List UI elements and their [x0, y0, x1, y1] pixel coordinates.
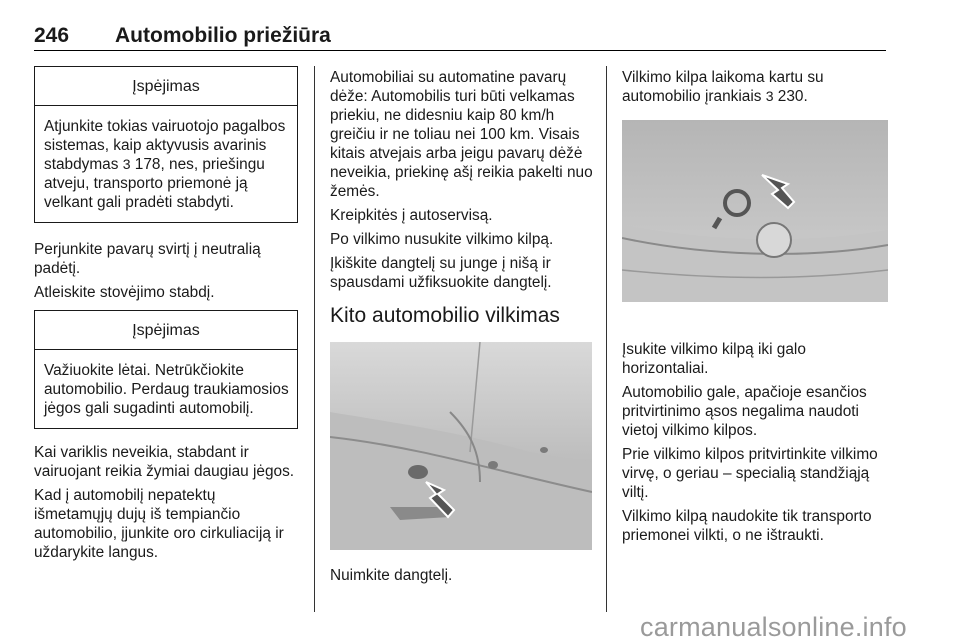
paragraph-text: 230.	[773, 88, 808, 105]
column-left	[34, 66, 298, 567]
paragraph: Įkiškite dangtelį su junge į nišą ir spausdami užfiksuokite dangtelį.	[330, 255, 552, 291]
paragraph: Vilkimo kilpą naudokite tik transporto priemonei vilkti, o ne ištraukti.	[622, 508, 872, 544]
warning-title: Įspėjimas	[35, 311, 297, 350]
paragraph	[622, 68, 888, 106]
column-right	[622, 68, 888, 550]
page-reference-icon: 3	[122, 156, 131, 172]
warning-box	[34, 66, 298, 223]
towing-eye-photo	[622, 120, 888, 302]
warning-text-part: 178, nes, priešingu atveju, transporto priemonė ją velkant gali pradėti stabdyti.	[44, 156, 265, 211]
paragraph: Automobilio gale, apačioje esančios pritvirtinimo ąsos negalima naudoti vietoj vilkimo kilpos.	[622, 384, 867, 439]
rear-bumper-cover-photo	[330, 342, 592, 550]
paragraph: Atleiskite stovėjimo stabdį.	[34, 284, 215, 301]
paragraph: Įsukite vilkimo kilpą iki galo horizontaliai.	[622, 341, 806, 377]
running-title: Automobilio priežiūra	[115, 24, 331, 47]
page-header	[34, 22, 886, 51]
paragraph: Kreipkitės į autoservisą.	[330, 207, 493, 224]
warning-title: Įspėjimas	[35, 67, 297, 106]
warning-text	[35, 106, 297, 222]
paragraph: Kai variklis neveikia, stabdant ir vairuojant reikia žymiai daugiau jėgos.	[34, 444, 295, 480]
bumper-illustration	[330, 342, 592, 550]
towing-eye-illustration	[622, 120, 888, 302]
warning-text: Važiuokite lėtai. Netrūkčiokite automobilio. Perdaug traukiamosios jėgos gali sugadinti automobilį.	[44, 362, 289, 417]
paragraph: Automobiliai su automatine pavarų dėže: Automobilis turi būti velkamas priekiu, ne didesniu kaip 80 km/h greičiu ir ne toliau nei 100 km. Visais kitais atvejais arba jeigu pavarų dėžė neveikia, priekinę ašį reikia pakelti nuo žemės.	[330, 69, 593, 200]
page-number: 246	[34, 24, 70, 47]
column-divider	[314, 66, 315, 612]
page-reference-icon: 3	[765, 88, 774, 104]
paragraph: Prie vilkimo kilpos pritvirtinkite vilkimo virvę, o geriau – specialią standžiąją viltį.	[622, 446, 878, 501]
column-middle	[330, 68, 594, 590]
warning-box	[34, 310, 298, 429]
site-watermark: carmanualsonline.info	[640, 612, 907, 642]
paragraph: Perjunkite pavarų svirtį į neutralią padėtį.	[34, 241, 261, 277]
column-divider	[606, 66, 607, 612]
section-heading: Kito automobilio vilkimas	[330, 304, 560, 327]
image-caption: Nuimkite dangtelį.	[330, 567, 453, 584]
paragraph: Kad į automobilį nepatektų išmetamųjų dujų iš tempiančio automobilio, įjunkite oro cirkuliaciją ir uždarykite langus.	[34, 487, 284, 561]
paragraph-text: Vilkimo kilpa laikoma kartu su automobilio įrankiais	[622, 69, 824, 105]
paragraph: Po vilkimo nusukite vilkimo kilpą.	[330, 231, 554, 248]
warning-text-part: Atjunkite tokias vairuotojo pagalbos sistemas, kaip aktyvusis avarinis stabdymas	[44, 118, 286, 173]
